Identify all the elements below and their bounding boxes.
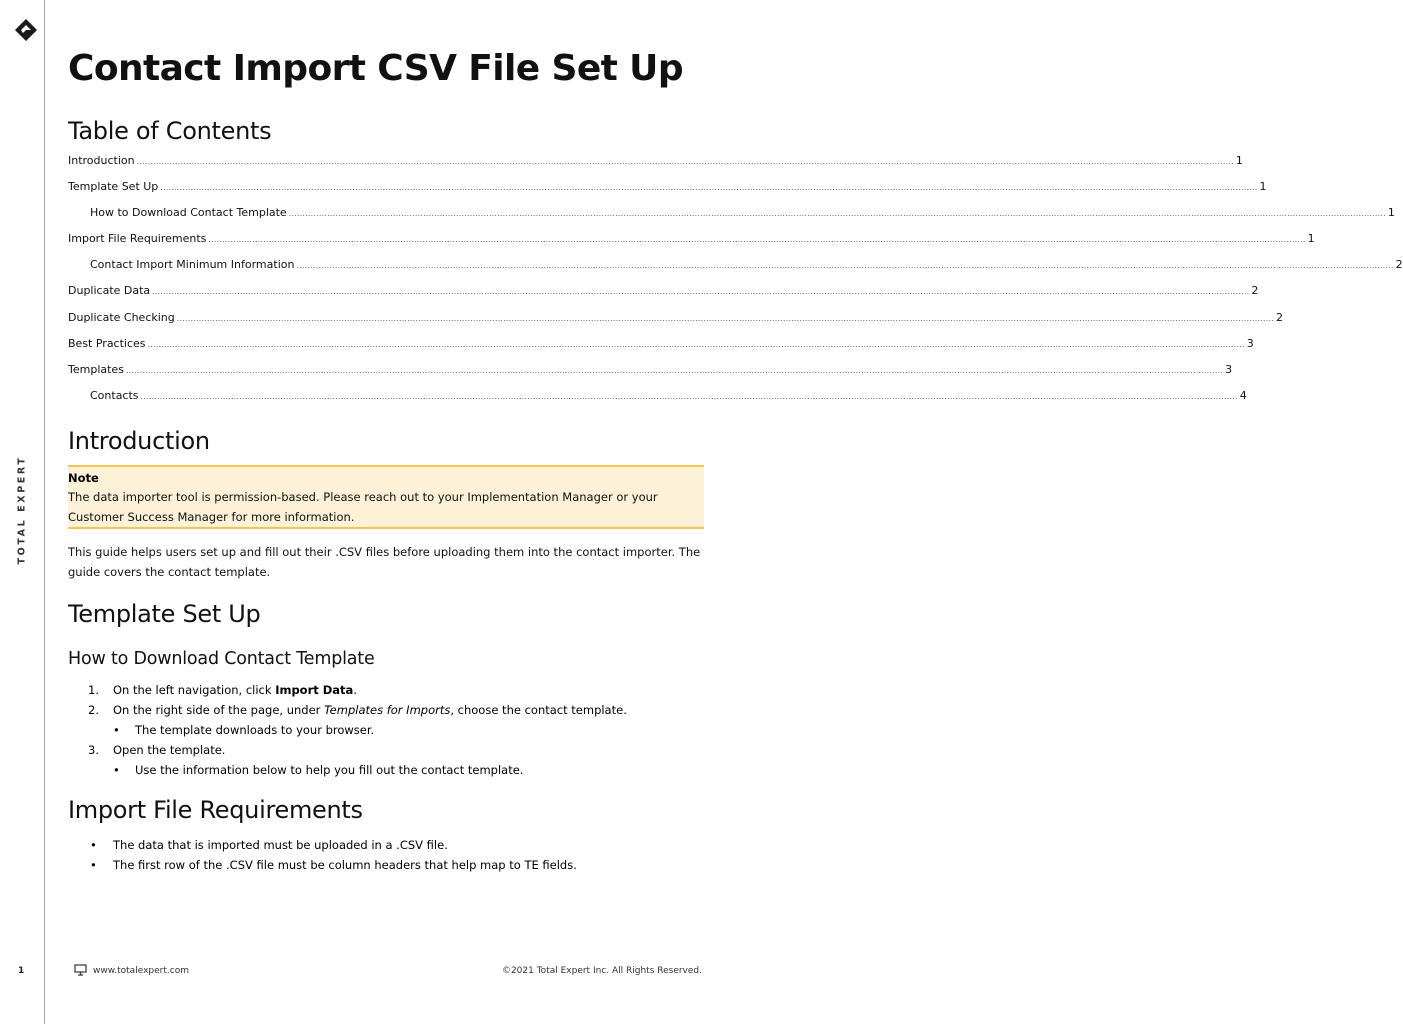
- introduction-paragraph: This guide helps users set up and fill out their .CSV files before uploading them into the contact importer. The guide covers the contact template.: [68, 545, 701, 579]
- list-item: [68, 835, 704, 855]
- bullet-icon: •: [113, 763, 120, 777]
- page-number: 1: [18, 966, 25, 976]
- toc-leader-dots: ................................................................................................................................................................................................................................................................................................................................................................................................................: [152, 287, 1250, 297]
- toc-entry-label: Contacts: [90, 388, 139, 402]
- sidebar-divider: [44, 0, 45, 1024]
- toc-entry[interactable]: [68, 180, 1267, 206]
- computer-icon: [74, 964, 87, 977]
- step-text: Open the template.: [113, 743, 226, 757]
- step-text: On the left navigation, click: [113, 683, 276, 697]
- requirements-list: [68, 835, 704, 875]
- toc-leader-dots: ................................................................................................................................................................................................................................................................................................................................................................................................................: [147, 339, 1245, 349]
- toc-entry-page: 2: [1395, 258, 1403, 272]
- toc-leader-dots: ................................................................................................................................................................................................................................................................................................................................................................................................................: [140, 391, 1238, 401]
- table-of-contents: [68, 154, 1403, 415]
- toc-entry-label: Import File Requirements: [68, 232, 207, 246]
- list-item: [68, 680, 704, 700]
- template-setup-heading: Template Set Up: [68, 600, 261, 628]
- toc-entry[interactable]: [68, 232, 1315, 258]
- toc-entry-label: Duplicate Data: [68, 284, 151, 298]
- toc-leader-dots: ................................................................................................................................................................................................................................................................................................................................................................................................................: [160, 183, 1258, 193]
- note-text: The data importer tool is permission-based. Please reach out to your Implementation Manager or your Customer Success Manager for more information.: [68, 490, 658, 524]
- bullet-icon: •: [90, 838, 97, 852]
- requirement-text: The data that is imported must be uploaded in a .CSV file.: [113, 838, 448, 852]
- step-text-end: .: [353, 683, 357, 697]
- sub-step-text: Use the information below to help you fill out the contact template.: [135, 763, 524, 777]
- toc-entry-page: 3: [1225, 362, 1233, 376]
- bullet-icon: •: [113, 723, 120, 737]
- toc-entry[interactable]: [68, 310, 1283, 337]
- toc-entry[interactable]: [68, 388, 1247, 415]
- footer-website-link[interactable]: www.totalexpert.com: [93, 966, 189, 976]
- list-item: [68, 740, 704, 760]
- sub-step-text: The template downloads to your browser.: [135, 723, 375, 737]
- toc-leader-dots: ................................................................................................................................................................................................................................................................................................................................................................................................................: [136, 157, 1234, 166]
- download-steps-list: [68, 680, 704, 780]
- toc-entry-page: 4: [1239, 388, 1247, 402]
- toc-entry[interactable]: [68, 206, 1395, 232]
- toc-entry-label: Contact Import Minimum Information: [90, 258, 295, 272]
- note-title: Note: [68, 471, 99, 485]
- toc-leader-dots: ................................................................................................................................................................................................................................................................................................................................................................................................................: [125, 365, 1224, 375]
- toc-entry-page: 2: [1275, 310, 1283, 324]
- toc-entry-label: Duplicate Checking: [68, 310, 175, 324]
- toc-entry-page: 2: [1251, 284, 1259, 298]
- toc-entry-page: 3: [1246, 336, 1254, 350]
- toc-entry[interactable]: [68, 362, 1233, 389]
- toc-leader-dots: ................................................................................................................................................................................................................................................................................................................................................................................................................: [208, 235, 1306, 245]
- toc-heading: Table of Contents: [68, 117, 272, 145]
- toc-entry-label: Introduction: [68, 154, 135, 167]
- toc-entry[interactable]: [68, 258, 1403, 284]
- step-number: 2.: [88, 703, 99, 717]
- footer-copyright: ©2021 Total Expert Inc. All Rights Reserved.: [501, 966, 702, 976]
- page-footer: [72, 964, 704, 980]
- toc-entry-label: Best Practices: [68, 336, 146, 350]
- toc-entry-label: Template Set Up: [68, 180, 159, 194]
- toc-entry[interactable]: [68, 154, 1243, 180]
- requirement-text: The first row of the .CSV file must be column headers that help map to TE fields.: [113, 858, 577, 872]
- total-expert-logo-icon: [14, 18, 38, 42]
- toc-entry-page: 1: [1307, 232, 1315, 246]
- toc-leader-dots: ................................................................................................................................................................................................................................................................................................................................................................................................................: [288, 209, 1386, 219]
- list-item: [68, 720, 704, 740]
- introduction-heading: Introduction: [68, 427, 210, 455]
- page-sidebar: [0, 0, 44, 1024]
- templates-for-imports-label: Templates for Imports: [324, 703, 451, 717]
- download-template-heading: How to Download Contact Template: [68, 649, 375, 669]
- import-requirements-heading: Import File Requirements: [68, 796, 363, 824]
- toc-entry[interactable]: [68, 284, 1259, 310]
- step-number: 3.: [88, 743, 99, 757]
- toc-entry[interactable]: [68, 336, 1254, 363]
- step-text: On the right side of the page, under: [113, 703, 325, 717]
- toc-entry-label: How to Download Contact Template: [90, 206, 287, 220]
- toc-entry-label: Templates: [68, 362, 124, 376]
- document-title: Contact Import CSV File Set Up: [68, 48, 683, 89]
- bullet-icon: •: [90, 858, 97, 872]
- note-callout: [68, 465, 704, 529]
- import-data-label: Import Data: [275, 683, 354, 697]
- step-text-end: , choose the contact template.: [450, 703, 627, 717]
- brand-name: TOTAL EXPERT: [16, 455, 28, 565]
- toc-entry-page: 1: [1387, 206, 1395, 220]
- step-number: 1.: [88, 683, 99, 697]
- list-item: [68, 700, 704, 720]
- toc-entry-page: 1: [1235, 154, 1243, 167]
- toc-entry-page: 1: [1259, 180, 1267, 194]
- toc-leader-dots: ................................................................................................................................................................................................................................................................................................................................................................................................................: [296, 261, 1394, 271]
- list-item: [68, 760, 704, 780]
- toc-leader-dots: ................................................................................................................................................................................................................................................................................................................................................................................................................: [176, 313, 1274, 323]
- list-item: [68, 855, 704, 875]
